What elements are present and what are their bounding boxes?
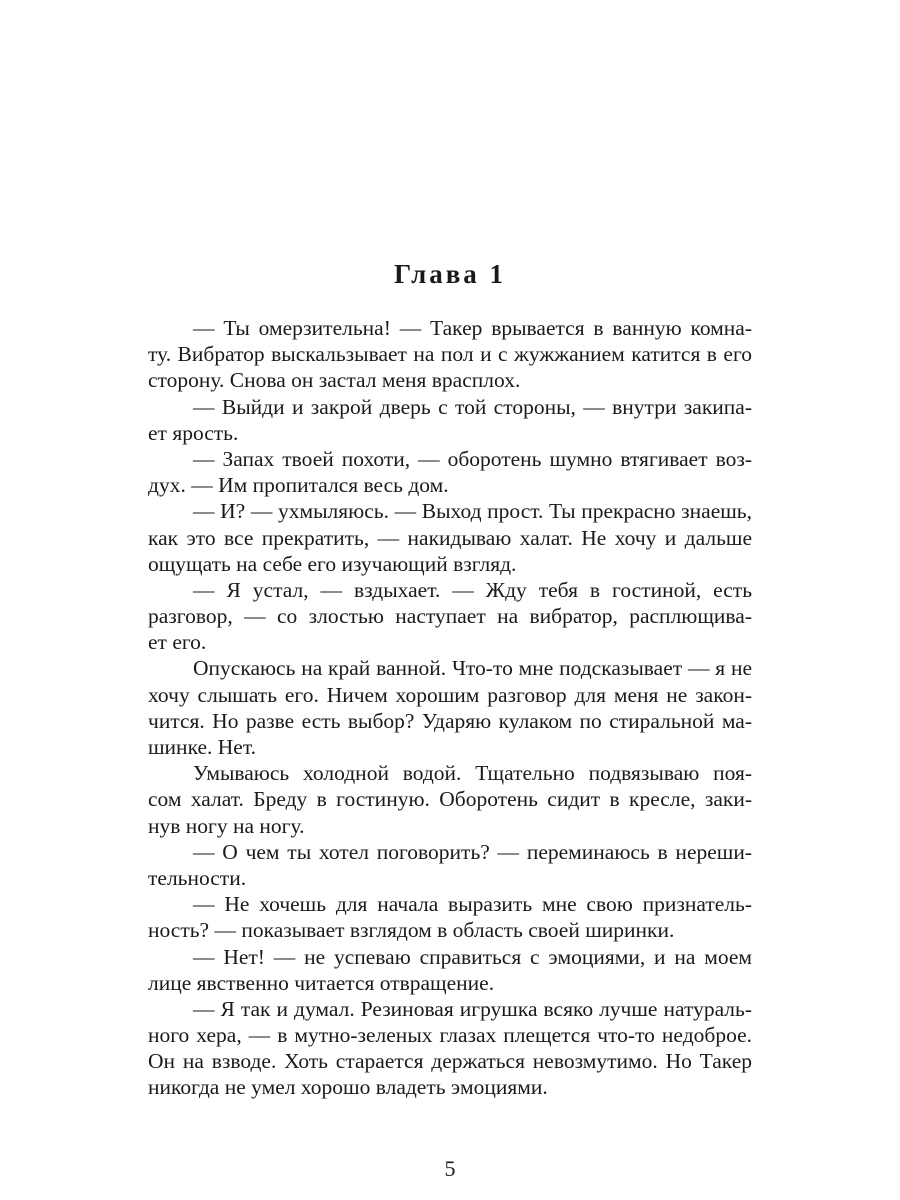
chapter-title: Глава 1 <box>393 259 507 289</box>
page-number: 5 <box>444 1156 456 1181</box>
text-line: ет его. <box>148 630 207 655</box>
text-line: Опускаюсь на край ванной. Что-то мне подсказывает — я не <box>193 656 752 681</box>
text-line: — Выйди и закрой дверь с той стороны, — внутри закипа- <box>193 394 752 419</box>
text-line: Он на взводе. Хоть старается держаться невозмутимо. Но Такер <box>148 1049 752 1074</box>
text-line: — Запах твоей похоти, — оборотень шумно втягивает воз- <box>193 446 752 471</box>
text-line: — Ты омерзительна! — Такер врывается в ванную комна- <box>193 316 752 340</box>
text-line: ет ярость. <box>148 420 239 445</box>
text-line: как это все прекратить, — накидываю халат. Не хочу и дальше <box>148 525 752 550</box>
text-line: нув ногу на ногу. <box>148 813 305 838</box>
text-line: сторону. Снова он застал меня врасплох. <box>148 368 521 393</box>
text-line: — Нет! — не успеваю справиться с эмоциями, и на моем <box>193 944 752 969</box>
text-line: дух. — Им пропитался весь дом. <box>148 473 449 498</box>
text-line: ность? — показывает взглядом в область своей ширинки. <box>148 918 675 943</box>
text-line: Умываюсь холодной водой. Тщательно подвязываю поя- <box>193 761 752 786</box>
text-line: разговор, — со злостью наступает на вибратор, расплющива- <box>148 604 752 629</box>
text-line: ту. Вибратор выскальзывает на пол и с жужжанием катится в его <box>148 342 752 367</box>
text-line: лице явственно читается отвращение. <box>148 970 495 995</box>
text-line: ного хера, — в мутно-зеленых глазах плещется что-то недоброе. <box>148 1023 752 1048</box>
text-line: никогда не умел хорошо владеть эмоциями. <box>148 1075 548 1100</box>
text-line: — Я так и думал. Резиновая игрушка всяко лучше натураль- <box>193 996 752 1021</box>
text-line: — Я устал, — вздыхает. — Жду тебя в гостиной, есть <box>193 577 752 602</box>
text-line: — Не хочешь для начала выразить мне свою признатель- <box>193 892 752 917</box>
text-line: хочу слышать его. Ничем хорошим разговор для меня не закон- <box>148 682 752 707</box>
text-line: — О чем ты хотел поговорить? — переминаюсь в нереши- <box>193 839 752 864</box>
body-text <box>148 315 752 1101</box>
text-line: тельности. <box>148 865 247 890</box>
text-line: — И? — ухмыляюсь. — Выход прост. Ты прекрасно знаешь, <box>193 499 752 524</box>
text-line: сом халат. Бреду в гостиную. Оборотень сидит в кресле, заки- <box>148 787 752 812</box>
text-line: ощущать на себе его изучающий взгляд. <box>148 551 517 576</box>
text-line: шинке. Нет. <box>148 735 256 759</box>
text-line: чится. Но разве есть выбор? Ударяю кулаком по стиральной ма- <box>148 708 752 733</box>
